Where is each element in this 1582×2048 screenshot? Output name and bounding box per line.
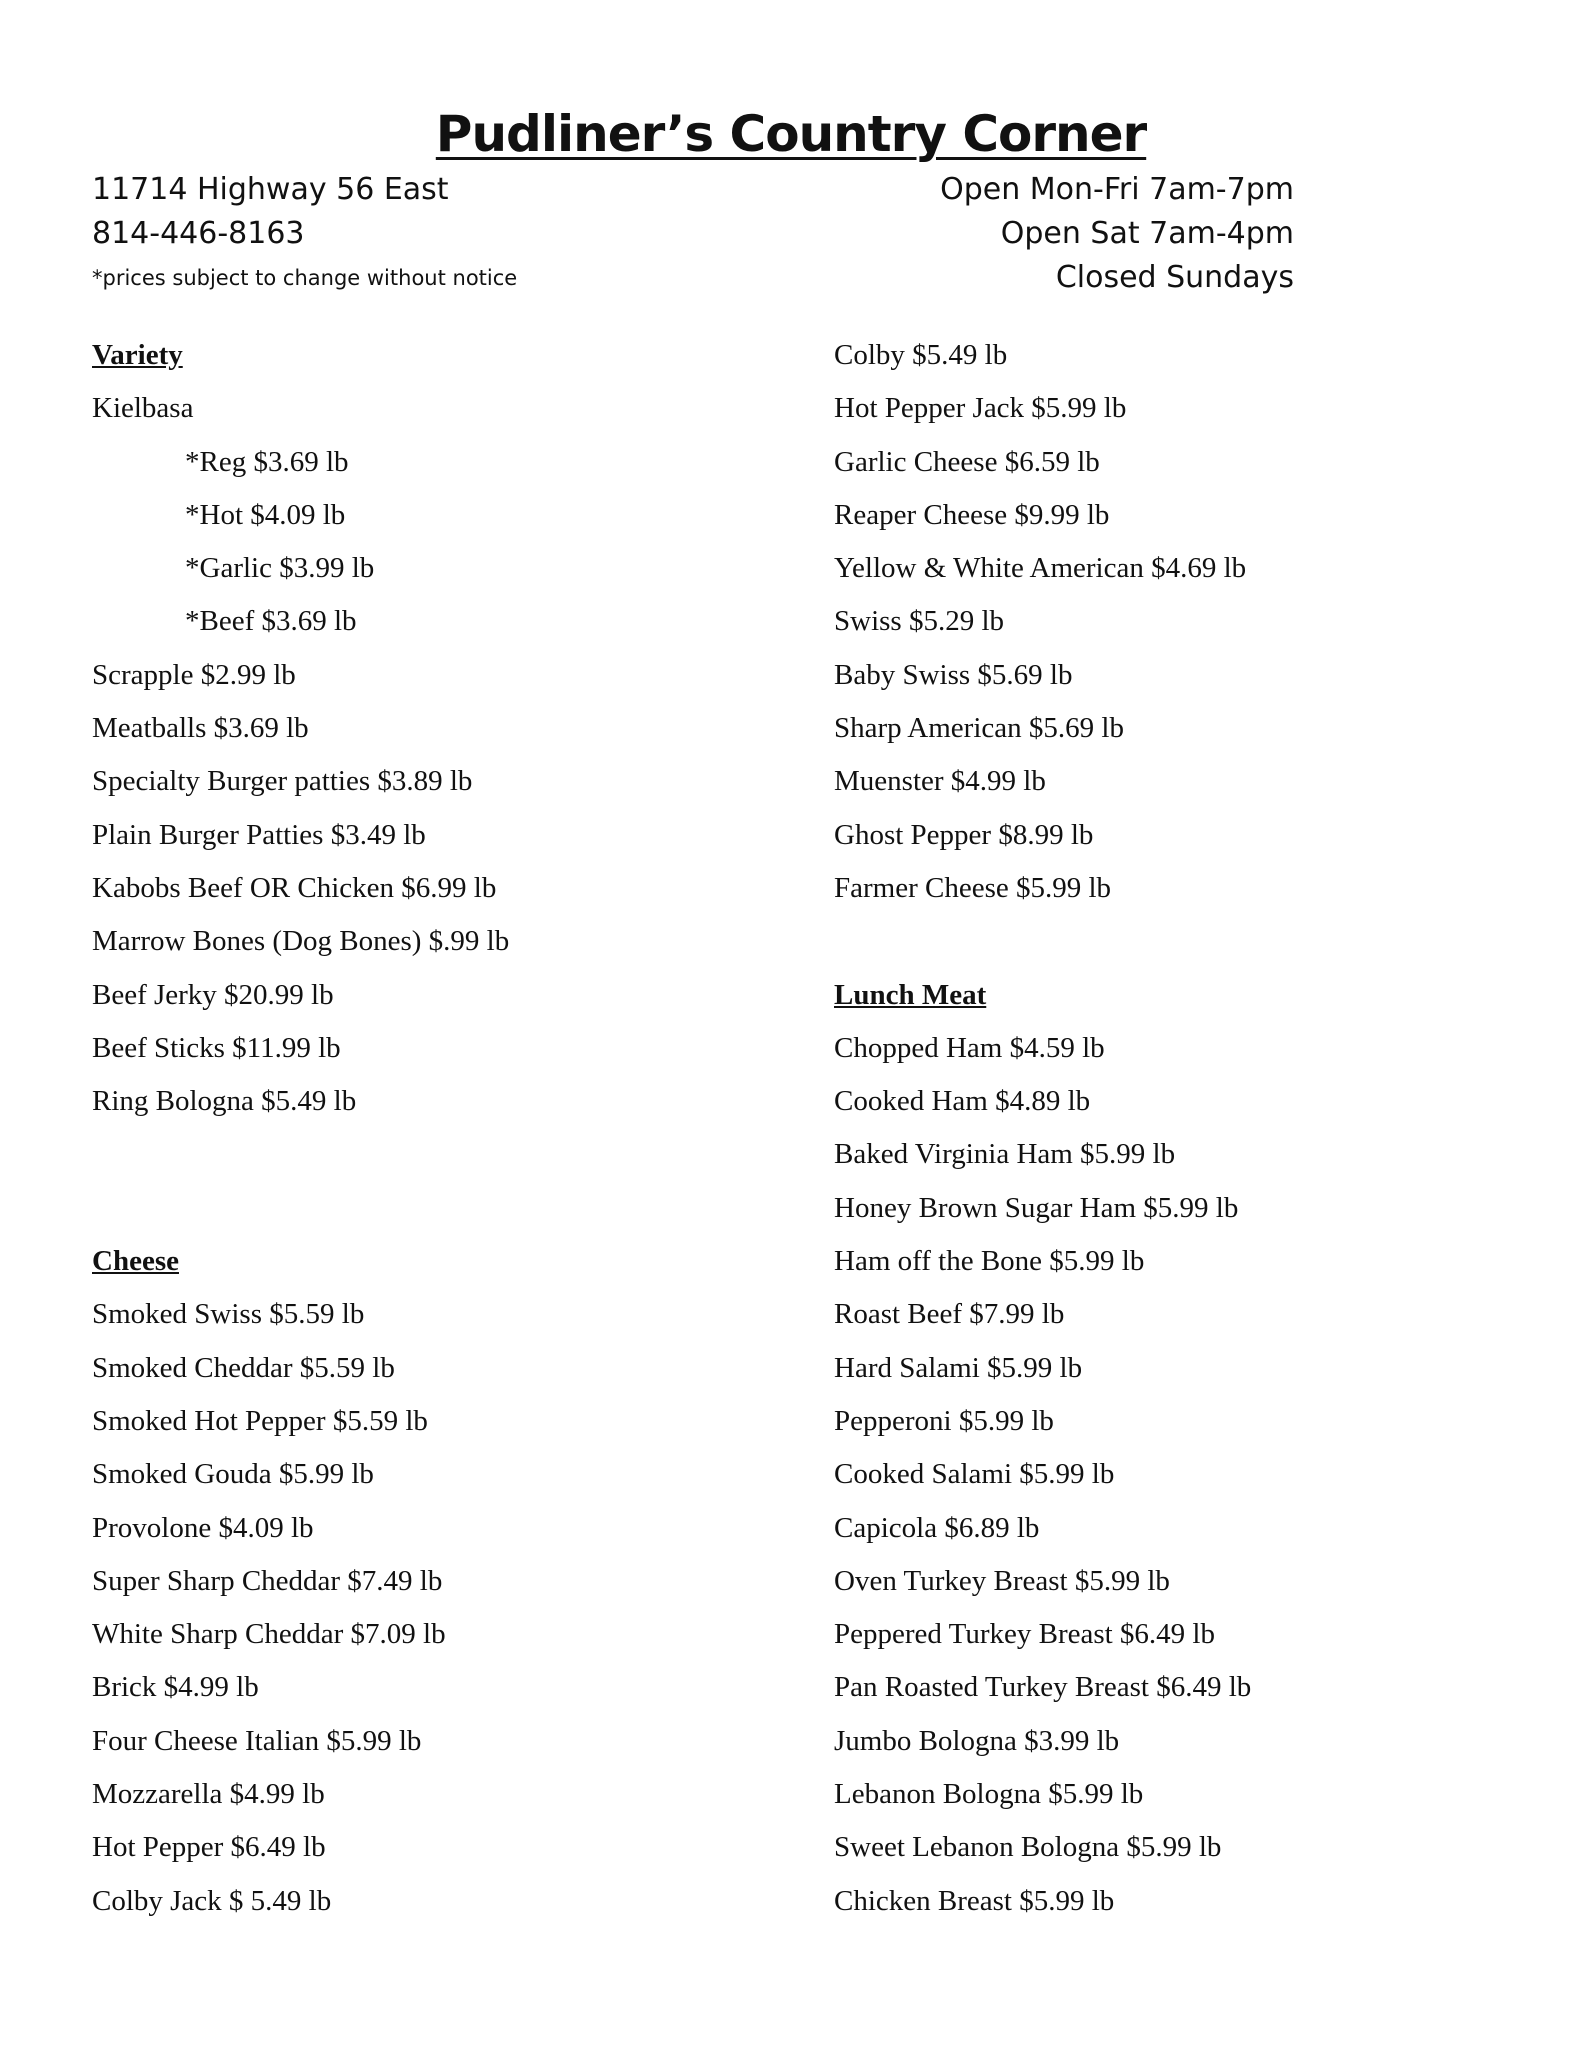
price-item: Chopped Ham $4.59 lb xyxy=(834,1031,1105,1064)
price-item: Pan Roasted Turkey Breast $6.49 lb xyxy=(834,1671,1252,1704)
price-item: Scrapple $2.99 lb xyxy=(92,658,296,691)
price-item: Smoked Cheddar $5.59 lb xyxy=(92,1351,395,1384)
price-item: Baked Virginia Ham $5.99 lb xyxy=(834,1138,1176,1171)
price-item: Yellow & White American $4.69 lb xyxy=(834,552,1247,585)
store-phone: 814-446-8163 xyxy=(92,216,305,251)
price-item: Garlic Cheese $6.59 lb xyxy=(834,445,1100,478)
price-item: Ring Bologna $5.49 lb xyxy=(92,1085,357,1118)
price-item: Oven Turkey Breast $5.99 lb xyxy=(834,1564,1170,1597)
price-item: Sharp American $5.69 lb xyxy=(834,712,1124,745)
price-item: Super Sharp Cheddar $7.49 lb xyxy=(92,1564,443,1597)
price-item: Kabobs Beef OR Chicken $6.99 lb xyxy=(92,871,497,904)
price-item: Swiss $5.29 lb xyxy=(834,605,1005,638)
price-item: Jumbo Bologna $3.99 lb xyxy=(834,1724,1120,1757)
price-subitem: *Hot $4.09 lb xyxy=(185,498,346,531)
price-item: Smoked Gouda $5.99 lb xyxy=(92,1458,374,1491)
hours-sunday: Closed Sundays xyxy=(1055,260,1294,295)
price-item: Four Cheese Italian $5.99 lb xyxy=(92,1724,422,1757)
right-column xyxy=(834,329,1554,1928)
price-item: Beef Jerky $20.99 lb xyxy=(92,978,334,1011)
price-item: Plain Burger Patties $3.49 lb xyxy=(92,818,426,851)
price-item: Beef Sticks $11.99 lb xyxy=(92,1031,341,1064)
price-item: Farmer Cheese $5.99 lb xyxy=(834,871,1112,904)
store-contact xyxy=(92,168,517,300)
price-item: Smoked Swiss $5.59 lb xyxy=(92,1298,365,1331)
price-item: Honey Brown Sugar Ham $5.99 lb xyxy=(834,1191,1239,1224)
price-item: Hot Pepper Jack $5.99 lb xyxy=(834,392,1127,425)
section-heading-lunch-meat: Lunch Meat xyxy=(834,978,987,1011)
section-heading-cheese: Cheese xyxy=(92,1245,179,1278)
store-title: Pudliner’s Country Corner xyxy=(435,105,1147,163)
price-item: Kielbasa xyxy=(92,392,194,425)
price-item: Pepperoni $5.99 lb xyxy=(834,1404,1054,1437)
price-notice: *prices subject to change without notice xyxy=(92,266,518,290)
price-item: Colby Jack $ 5.49 lb xyxy=(92,1884,332,1917)
price-item: Lebanon Bologna $5.99 lb xyxy=(834,1778,1144,1811)
store-address: 11714 Highway 56 East xyxy=(92,172,449,207)
spacer xyxy=(834,915,1554,968)
spacer xyxy=(92,1182,792,1235)
price-item: Chicken Breast $5.99 lb xyxy=(834,1884,1115,1917)
price-subitem: *Garlic $3.99 lb xyxy=(185,552,375,585)
price-subitem: *Beef $3.69 lb xyxy=(185,605,357,638)
price-item: Reaper Cheese $9.99 lb xyxy=(834,498,1110,531)
price-item: Baby Swiss $5.69 lb xyxy=(834,658,1073,691)
price-item: White Sharp Cheddar $7.09 lb xyxy=(92,1618,446,1651)
price-item: Capicola $6.89 lb xyxy=(834,1511,1040,1544)
price-item: Provolone $4.09 lb xyxy=(92,1511,314,1544)
hours-saturday: Open Sat 7am-4pm xyxy=(1000,216,1294,251)
price-item: Meatballs $3.69 lb xyxy=(92,712,309,745)
price-item: Smoked Hot Pepper $5.59 lb xyxy=(92,1404,428,1437)
price-item: Cooked Salami $5.99 lb xyxy=(834,1458,1115,1491)
price-item: Hard Salami $5.99 lb xyxy=(834,1351,1083,1384)
price-item: Colby $5.49 lb xyxy=(834,339,1008,371)
price-item: Roast Beef $7.99 lb xyxy=(834,1298,1065,1331)
price-item: Marrow Bones (Dog Bones) $.99 lb xyxy=(92,925,510,958)
left-column xyxy=(92,329,792,1928)
section-heading-variety: Variety xyxy=(92,339,183,371)
price-item: Ham off the Bone $5.99 lb xyxy=(834,1245,1145,1278)
store-hours xyxy=(940,168,1294,300)
price-subitem: *Reg $3.69 lb xyxy=(185,445,349,478)
price-item: Brick $4.99 lb xyxy=(92,1671,259,1704)
price-item: Sweet Lebanon Bologna $5.99 lb xyxy=(834,1831,1222,1864)
price-item: Hot Pepper $6.49 lb xyxy=(92,1831,326,1864)
price-item: Ghost Pepper $8.99 lb xyxy=(834,818,1094,851)
spacer xyxy=(92,1128,792,1181)
price-item: Specialty Burger patties $3.89 lb xyxy=(92,765,473,798)
price-item: Mozzarella $4.99 lb xyxy=(92,1778,325,1811)
price-item: Peppered Turkey Breast $6.49 lb xyxy=(834,1618,1215,1651)
hours-weekday: Open Mon-Fri 7am-7pm xyxy=(940,172,1294,207)
price-item: Muenster $4.99 lb xyxy=(834,765,1046,798)
price-item: Cooked Ham $4.89 lb xyxy=(834,1085,1091,1118)
